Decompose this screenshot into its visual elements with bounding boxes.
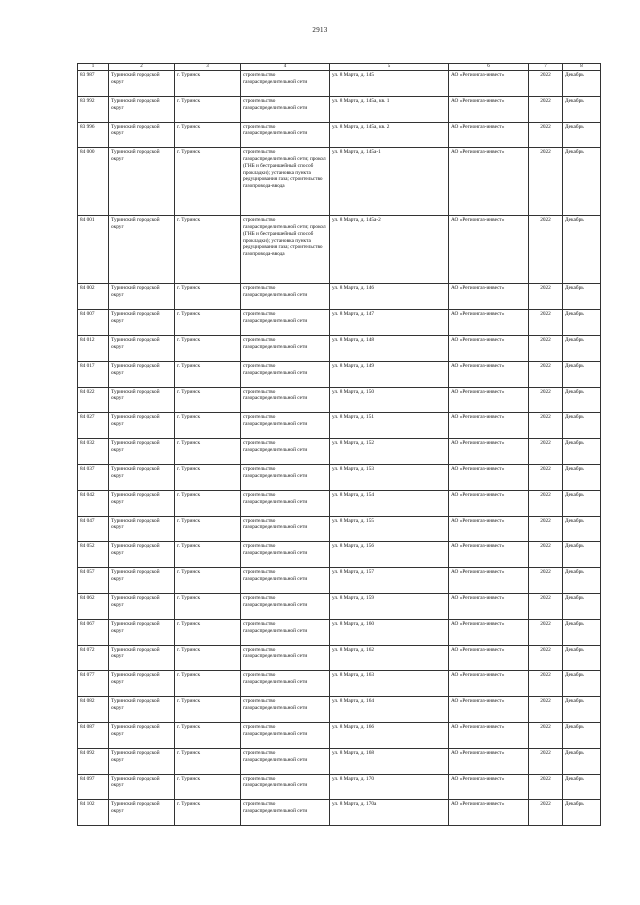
executor-cell: АО «Регионгаз-инвест»	[449, 71, 529, 97]
executor-cell: АО «Регионгаз-инвест»	[449, 122, 529, 148]
locality-cell: г. Туринск	[175, 774, 241, 800]
record-number-cell: 83 996	[78, 122, 109, 148]
month-cell: Декабрь	[563, 722, 601, 748]
address-cell: ул. 8 Марта, д. 146	[330, 284, 449, 310]
year-cell: 2022	[529, 516, 563, 542]
work-type-cell: строительство газораспределительной сети	[241, 671, 330, 697]
address-cell: ул. 8 Марта, д. 155	[330, 516, 449, 542]
table-row	[78, 387, 601, 413]
year-cell: 2022	[529, 413, 563, 439]
table-row	[78, 464, 601, 490]
work-type-cell: строительство газораспределительной сети	[241, 800, 330, 826]
year-cell: 2022	[529, 593, 563, 619]
work-type-cell: строительство газораспределительной сети	[241, 748, 330, 774]
executor-cell: АО «Регионгаз-инвест»	[449, 464, 529, 490]
year-cell: 2022	[529, 619, 563, 645]
record-number-cell: 84 001	[78, 216, 109, 284]
executor-cell: АО «Регионгаз-инвест»	[449, 516, 529, 542]
work-type-cell: строительство газораспределительной сети	[241, 593, 330, 619]
address-cell: ул. 8 Марта, д. 164	[330, 697, 449, 723]
record-number-cell: 84 102	[78, 800, 109, 826]
district-cell: Туринский городской округ	[109, 387, 175, 413]
table-header	[78, 64, 601, 71]
column-header: 2	[109, 64, 175, 71]
work-type-cell: строительство газораспределительной сети	[241, 122, 330, 148]
executor-cell: АО «Регионгаз-инвест»	[449, 148, 529, 216]
table-row	[78, 122, 601, 148]
record-number-cell: 84 000	[78, 148, 109, 216]
work-type-cell: строительство газораспределительной сети	[241, 464, 330, 490]
table-row	[78, 490, 601, 516]
district-cell: Туринский городской округ	[109, 464, 175, 490]
executor-cell: АО «Регионгаз-инвест»	[449, 439, 529, 465]
record-number-cell: 84 037	[78, 464, 109, 490]
table-row	[78, 697, 601, 723]
address-cell: ул. 8 Марта, д. 163	[330, 671, 449, 697]
work-type-cell: строительство газораспределительной сети	[241, 490, 330, 516]
executor-cell: АО «Регионгаз-инвест»	[449, 645, 529, 671]
address-cell: ул. 8 Марта, д. 147	[330, 310, 449, 336]
address-cell: ул. 8 Марта, д. 145а, кв. 2	[330, 122, 449, 148]
work-type-cell: строительство газораспределительной сети	[241, 722, 330, 748]
month-cell: Декабрь	[563, 310, 601, 336]
locality-cell: г. Туринск	[175, 568, 241, 594]
year-cell: 2022	[529, 96, 563, 122]
month-cell: Декабрь	[563, 645, 601, 671]
month-cell: Декабрь	[563, 284, 601, 310]
district-cell: Туринский городской округ	[109, 516, 175, 542]
table-row	[78, 800, 601, 826]
page-number: 2913	[312, 26, 328, 34]
record-number-cell: 84 092	[78, 748, 109, 774]
locality-cell: г. Туринск	[175, 619, 241, 645]
executor-cell: АО «Регионгаз-инвест»	[449, 774, 529, 800]
executor-cell: АО «Регионгаз-инвест»	[449, 671, 529, 697]
table-row	[78, 96, 601, 122]
record-number-cell: 84 012	[78, 335, 109, 361]
address-cell: ул. 8 Марта, д. 148	[330, 335, 449, 361]
executor-cell: АО «Регионгаз-инвест»	[449, 800, 529, 826]
month-cell: Декабрь	[563, 439, 601, 465]
executor-cell: АО «Регионгаз-инвест»	[449, 722, 529, 748]
table-row	[78, 645, 601, 671]
district-cell: Туринский городской округ	[109, 645, 175, 671]
district-cell: Туринский городской округ	[109, 148, 175, 216]
address-cell: ул. 8 Марта, д. 168	[330, 748, 449, 774]
locality-cell: г. Туринск	[175, 490, 241, 516]
district-cell: Туринский городской округ	[109, 619, 175, 645]
locality-cell: г. Туринск	[175, 697, 241, 723]
address-cell: ул. 8 Марта, д. 154	[330, 490, 449, 516]
record-number-cell: 84 072	[78, 645, 109, 671]
district-cell: Туринский городской округ	[109, 216, 175, 284]
executor-cell: АО «Регионгаз-инвест»	[449, 748, 529, 774]
column-header: 3	[175, 64, 241, 71]
work-type-cell: строительство газораспределительной сети	[241, 697, 330, 723]
year-cell: 2022	[529, 464, 563, 490]
work-type-cell: строительство газораспределительной сети	[241, 439, 330, 465]
record-number-cell: 83 992	[78, 96, 109, 122]
table-row	[78, 774, 601, 800]
record-number-cell: 84 027	[78, 413, 109, 439]
address-cell: ул. 8 Марта, д. 170	[330, 774, 449, 800]
locality-cell: г. Туринск	[175, 413, 241, 439]
address-cell: ул. 8 Марта, д. 150	[330, 387, 449, 413]
table-row	[78, 722, 601, 748]
table-row	[78, 748, 601, 774]
executor-cell: АО «Регионгаз-инвест»	[449, 335, 529, 361]
locality-cell: г. Туринск	[175, 310, 241, 336]
year-cell: 2022	[529, 284, 563, 310]
month-cell: Декабрь	[563, 361, 601, 387]
locality-cell: г. Туринск	[175, 122, 241, 148]
year-cell: 2022	[529, 671, 563, 697]
district-cell: Туринский городской округ	[109, 413, 175, 439]
work-type-cell: строительство газораспределительной сети	[241, 645, 330, 671]
column-header: 7	[529, 64, 563, 71]
locality-cell: г. Туринск	[175, 542, 241, 568]
table-row	[78, 335, 601, 361]
table-row	[78, 148, 601, 216]
table-row	[78, 310, 601, 336]
record-number-cell: 84 007	[78, 310, 109, 336]
month-cell: Декабрь	[563, 774, 601, 800]
address-cell: ул. 8 Марта, д. 157	[330, 568, 449, 594]
record-number-cell: 83 987	[78, 71, 109, 97]
month-cell: Декабрь	[563, 516, 601, 542]
address-cell: ул. 8 Марта, д. 145а, кв. 1	[330, 96, 449, 122]
year-cell: 2022	[529, 490, 563, 516]
locality-cell: г. Туринск	[175, 516, 241, 542]
work-type-cell: строительство газораспределительной сети; прокол (ГНБ и бестраншейный способ прокладки); установка пункта редуцирования газа; строительство газопровода-ввода	[241, 216, 330, 284]
record-number-cell: 84 062	[78, 593, 109, 619]
gasification-schedule-table	[77, 63, 601, 826]
district-cell: Туринский городской округ	[109, 490, 175, 516]
record-number-cell: 84 082	[78, 697, 109, 723]
executor-cell: АО «Регионгаз-инвест»	[449, 593, 529, 619]
address-cell: ул. 8 Марта, д. 145а-2	[330, 216, 449, 284]
year-cell: 2022	[529, 216, 563, 284]
executor-cell: АО «Регионгаз-инвест»	[449, 413, 529, 439]
column-number-row	[78, 64, 601, 71]
address-cell: ул. 8 Марта, д. 162	[330, 645, 449, 671]
year-cell: 2022	[529, 542, 563, 568]
column-header: 6	[449, 64, 529, 71]
table-row	[78, 71, 601, 97]
record-number-cell: 84 087	[78, 722, 109, 748]
district-cell: Туринский городской округ	[109, 439, 175, 465]
year-cell: 2022	[529, 722, 563, 748]
work-type-cell: строительство газораспределительной сети	[241, 774, 330, 800]
year-cell: 2022	[529, 361, 563, 387]
locality-cell: г. Туринск	[175, 216, 241, 284]
record-number-cell: 84 042	[78, 490, 109, 516]
district-cell: Туринский городской округ	[109, 542, 175, 568]
executor-cell: АО «Регионгаз-инвест»	[449, 697, 529, 723]
record-number-cell: 84 097	[78, 774, 109, 800]
work-type-cell: строительство газораспределительной сети; прокол (ГНБ и бестраншейный способ прокладки); установка пункта редуцирования газа; строительство газопровода-ввода	[241, 148, 330, 216]
table-row	[78, 361, 601, 387]
executor-cell: АО «Регионгаз-инвест»	[449, 310, 529, 336]
year-cell: 2022	[529, 387, 563, 413]
district-cell: Туринский городской округ	[109, 568, 175, 594]
month-cell: Декабрь	[563, 96, 601, 122]
column-header: 1	[78, 64, 109, 71]
year-cell: 2022	[529, 439, 563, 465]
record-number-cell: 84 047	[78, 516, 109, 542]
record-number-cell: 84 032	[78, 439, 109, 465]
month-cell: Декабрь	[563, 697, 601, 723]
column-header: 5	[330, 64, 449, 71]
record-number-cell: 84 002	[78, 284, 109, 310]
year-cell: 2022	[529, 122, 563, 148]
locality-cell: г. Туринск	[175, 671, 241, 697]
locality-cell: г. Туринск	[175, 96, 241, 122]
locality-cell: г. Туринск	[175, 748, 241, 774]
work-type-cell: строительство газораспределительной сети	[241, 335, 330, 361]
year-cell: 2022	[529, 335, 563, 361]
record-number-cell: 84 077	[78, 671, 109, 697]
work-type-cell: строительство газораспределительной сети	[241, 96, 330, 122]
table-row	[78, 619, 601, 645]
district-cell: Туринский городской округ	[109, 593, 175, 619]
month-cell: Декабрь	[563, 335, 601, 361]
locality-cell: г. Туринск	[175, 361, 241, 387]
locality-cell: г. Туринск	[175, 439, 241, 465]
work-type-cell: строительство газораспределительной сети	[241, 387, 330, 413]
column-header: 8	[563, 64, 601, 71]
record-number-cell: 84 017	[78, 361, 109, 387]
year-cell: 2022	[529, 568, 563, 594]
table-row	[78, 671, 601, 697]
month-cell: Декабрь	[563, 800, 601, 826]
table-row	[78, 542, 601, 568]
month-cell: Декабрь	[563, 671, 601, 697]
address-cell: ул. 8 Марта, д. 170а	[330, 800, 449, 826]
locality-cell: г. Туринск	[175, 148, 241, 216]
executor-cell: АО «Регионгаз-инвест»	[449, 387, 529, 413]
year-cell: 2022	[529, 800, 563, 826]
address-cell: ул. 8 Марта, д. 149	[330, 361, 449, 387]
table-row	[78, 593, 601, 619]
work-type-cell: строительство газораспределительной сети	[241, 310, 330, 336]
month-cell: Декабрь	[563, 593, 601, 619]
executor-cell: АО «Регионгаз-инвест»	[449, 96, 529, 122]
month-cell: Декабрь	[563, 542, 601, 568]
table-row	[78, 284, 601, 310]
column-header: 4	[241, 64, 330, 71]
address-cell: ул. 8 Марта, д. 145а-1	[330, 148, 449, 216]
executor-cell: АО «Регионгаз-инвест»	[449, 216, 529, 284]
year-cell: 2022	[529, 748, 563, 774]
table-row	[78, 413, 601, 439]
address-cell: ул. 8 Марта, д. 166	[330, 722, 449, 748]
month-cell: Декабрь	[563, 122, 601, 148]
month-cell: Декабрь	[563, 71, 601, 97]
work-type-cell: строительство газораспределительной сети	[241, 542, 330, 568]
year-cell: 2022	[529, 774, 563, 800]
table-body	[78, 71, 601, 826]
month-cell: Декабрь	[563, 216, 601, 284]
locality-cell: г. Туринск	[175, 645, 241, 671]
address-cell: ул. 8 Марта, д. 156	[330, 542, 449, 568]
locality-cell: г. Туринск	[175, 284, 241, 310]
month-cell: Декабрь	[563, 490, 601, 516]
month-cell: Декабрь	[563, 148, 601, 216]
address-cell: ул. 8 Марта, д. 145	[330, 71, 449, 97]
address-cell: ул. 8 Марта, д. 153	[330, 464, 449, 490]
executor-cell: АО «Регионгаз-инвест»	[449, 542, 529, 568]
district-cell: Туринский городской округ	[109, 122, 175, 148]
month-cell: Декабрь	[563, 748, 601, 774]
locality-cell: г. Туринск	[175, 800, 241, 826]
district-cell: Туринский городской округ	[109, 361, 175, 387]
locality-cell: г. Туринск	[175, 387, 241, 413]
table-row	[78, 216, 601, 284]
district-cell: Туринский городской округ	[109, 335, 175, 361]
month-cell: Декабрь	[563, 387, 601, 413]
district-cell: Туринский городской округ	[109, 697, 175, 723]
month-cell: Декабрь	[563, 464, 601, 490]
record-number-cell: 84 052	[78, 542, 109, 568]
year-cell: 2022	[529, 310, 563, 336]
record-number-cell: 84 067	[78, 619, 109, 645]
district-cell: Туринский городской округ	[109, 748, 175, 774]
locality-cell: г. Туринск	[175, 722, 241, 748]
executor-cell: АО «Регионгаз-инвест»	[449, 361, 529, 387]
address-cell: ул. 8 Марта, д. 152	[330, 439, 449, 465]
work-type-cell: строительство газораспределительной сети	[241, 619, 330, 645]
month-cell: Декабрь	[563, 568, 601, 594]
executor-cell: АО «Регионгаз-инвест»	[449, 619, 529, 645]
record-number-cell: 84 057	[78, 568, 109, 594]
table-row	[78, 568, 601, 594]
locality-cell: г. Туринск	[175, 335, 241, 361]
year-cell: 2022	[529, 697, 563, 723]
work-type-cell: строительство газораспределительной сети	[241, 516, 330, 542]
executor-cell: АО «Регионгаз-инвест»	[449, 284, 529, 310]
district-cell: Туринский городской округ	[109, 96, 175, 122]
district-cell: Туринский городской округ	[109, 310, 175, 336]
table-row	[78, 439, 601, 465]
month-cell: Декабрь	[563, 413, 601, 439]
locality-cell: г. Туринск	[175, 464, 241, 490]
executor-cell: АО «Регионгаз-инвест»	[449, 568, 529, 594]
work-type-cell: строительство газораспределительной сети	[241, 413, 330, 439]
year-cell: 2022	[529, 148, 563, 216]
year-cell: 2022	[529, 71, 563, 97]
work-type-cell: строительство газораспределительной сети	[241, 71, 330, 97]
district-cell: Туринский городской округ	[109, 71, 175, 97]
work-type-cell: строительство газораспределительной сети	[241, 361, 330, 387]
district-cell: Туринский городской округ	[109, 722, 175, 748]
table-row	[78, 516, 601, 542]
address-cell: ул. 8 Марта, д. 151	[330, 413, 449, 439]
address-cell: ул. 8 Марта, д. 159	[330, 593, 449, 619]
work-type-cell: строительство газораспределительной сети	[241, 284, 330, 310]
district-cell: Туринский городской округ	[109, 774, 175, 800]
record-number-cell: 84 022	[78, 387, 109, 413]
district-cell: Туринский городской округ	[109, 284, 175, 310]
district-cell: Туринский городской округ	[109, 800, 175, 826]
address-cell: ул. 8 Марта, д. 160	[330, 619, 449, 645]
executor-cell: АО «Регионгаз-инвест»	[449, 490, 529, 516]
district-cell: Туринский городской округ	[109, 671, 175, 697]
locality-cell: г. Туринск	[175, 593, 241, 619]
year-cell: 2022	[529, 645, 563, 671]
locality-cell: г. Туринск	[175, 71, 241, 97]
work-type-cell: строительство газораспределительной сети	[241, 568, 330, 594]
month-cell: Декабрь	[563, 619, 601, 645]
